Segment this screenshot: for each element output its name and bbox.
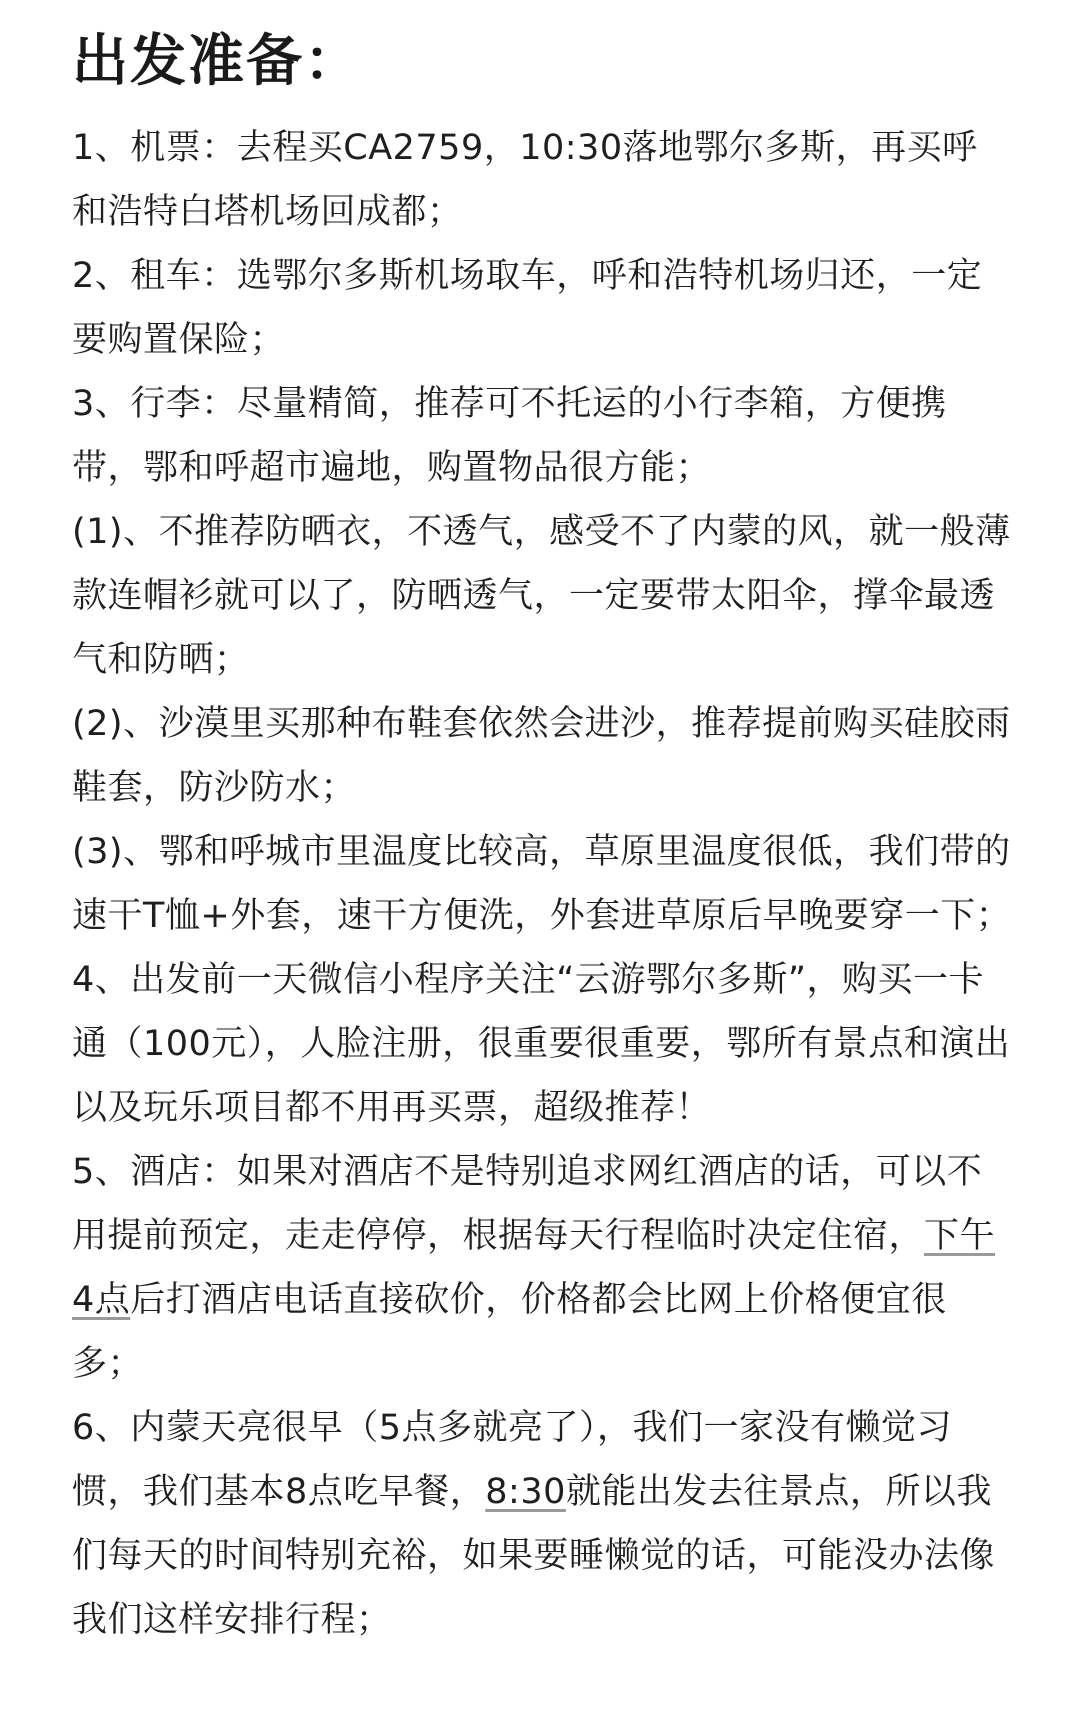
item-schedule-text-end: 就能出发去往景点，所以我们每天的时间特别充裕，如果要睡懒觉的话，可能没办法像我们这样安排行程； [72,1472,996,1640]
item-schedule [72,1396,1012,1652]
item-luggage: 3、行李：尽量精简，推荐可不托运的小行李箱，方便携带，鄂和呼超市遍地，购置物品很方能； [72,384,947,488]
item-car-rental: 2、租车：选鄂尔多斯机场取车，呼和浩特机场归还，一定要购置保险； [72,256,983,360]
time-link-830[interactable]: 8:30 [485,1472,566,1512]
note-content [72,116,1012,1652]
page-title: 出发准备： [72,29,362,94]
item-flight: 1、机票：去程买CA2759，10:30落地鄂尔多斯，再买呼和浩特白塔机场回成都； [72,128,978,232]
item-luggage-sun-protection: (1)、不推荐防晒衣，不透气，感受不了内蒙的风，就一般薄款连帽衫就可以了，防晒透气，一定要带太阳伞，撑伞最透气和防晒； [72,512,1011,680]
item-luggage-shoe-covers: (2)、沙漠里买那种布鞋套依然会进沙，推荐提前购买硅胶雨鞋套，防沙防水； [72,704,1011,808]
item-schedule-text-start: 6、内蒙天亮很早（5点多就亮了），我们一家没有懒觉习惯，我们基本8点吃早餐， [72,1408,953,1512]
time-link-4pm[interactable]: 下午4点 [72,1216,996,1320]
item-hotel-text-end: 后打酒店电话直接砍价，价格都会比网上价格便宜很多； [72,1280,947,1384]
item-pass-card: 4、出发前一天微信小程序关注“云游鄂尔多斯”，购买一卡通（100元），人脸注册，很重要很重要，鄂所有景点和演出以及玩乐项目都不用再买票，超级推荐！ [72,960,1011,1128]
item-hotel-text-start: 5、酒店：如果对酒店不是特别追求网红酒店的话，可以不用提前预定，走走停停，根据每天行程临时决定住宿， [72,1152,983,1256]
item-hotel [72,1140,1012,1396]
item-luggage-clothing: (3)、鄂和呼城市里温度比较高，草原里温度很低，我们带的速干T恤+外套，速干方便洗，外套进草原后早晚要穿一下； [72,832,1012,936]
